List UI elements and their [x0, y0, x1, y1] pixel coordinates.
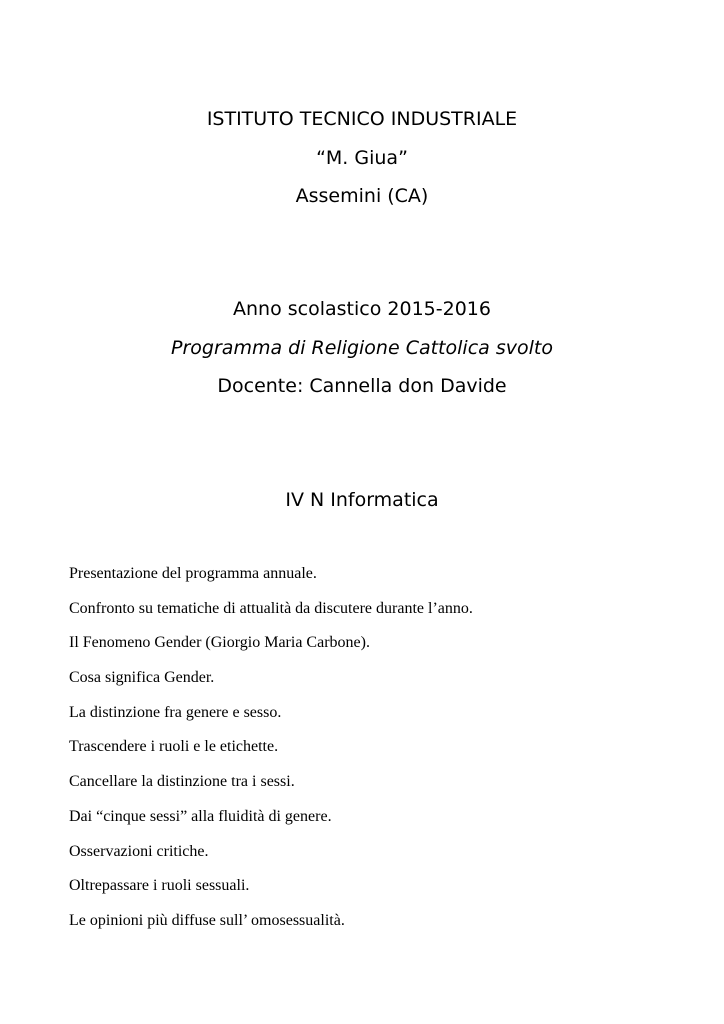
program-title: Programma di Religione Cattolica svolto	[171, 337, 553, 359]
topic-item: Il Fenomeno Gender (Giorgio Maria Carbone).	[69, 634, 370, 652]
topic-item: Le opinioni più diffuse sull’ omosessualità.	[69, 911, 345, 929]
topic-item: Oltrepassare i ruoli sessuali.	[69, 877, 250, 895]
school-name: “M. Giua”	[316, 147, 408, 169]
school-year: Anno scolastico 2015-2016	[233, 298, 491, 320]
topic-item: Osservazioni critiche.	[69, 842, 209, 860]
topic-list	[69, 563, 689, 945]
topic-item: Dai “cinque sessi” alla fluidità di genere.	[69, 807, 332, 825]
school-city: Assemini (CA)	[295, 185, 429, 207]
class-name: IV N Informatica	[285, 489, 439, 511]
topic-item: Confronto su tematiche di attualità da discutere durante l’anno.	[69, 599, 473, 617]
topic-item: Cosa significa Gender.	[69, 669, 215, 687]
topic-item: Trascendere i ruoli e le etichette.	[69, 738, 279, 756]
teacher-name: Docente: Cannella don Davide	[217, 375, 507, 397]
topic-item: Cancellare la distinzione tra i sessi.	[69, 773, 295, 791]
topic-item: Presentazione del programma annuale.	[69, 565, 317, 582]
school-title: ISTITUTO TECNICO INDUSTRIALE	[206, 108, 518, 130]
topic-item: La distinzione fra genere e sesso.	[69, 703, 282, 721]
